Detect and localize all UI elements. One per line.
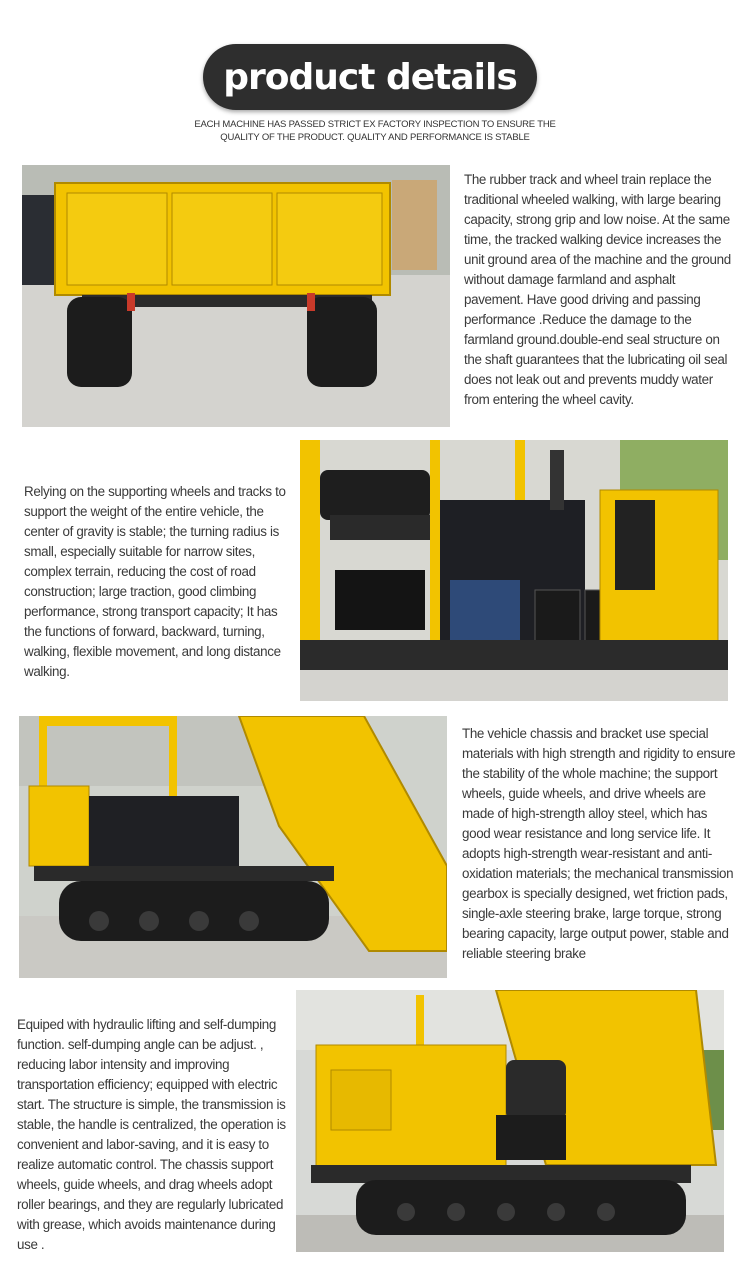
section-2-text: Relying on the supporting wheels and tracks to support the weight of the entire vehicle, the center of gravity is stable; the turning radius is small, especially suitable for narrow sites, complex terrain, reducing the cost of road construction; large traction, good climbing performance, strong transport capacity; It has the functions of forward, backward, turning, walking, flexible movement, and long distance walking. [24,484,286,679]
page-title: product details [223,56,517,98]
section-1-text: The rubber track and wheel train replace the traditional wheeled walking, with large bearing capacity, strong grip and low noise. At the same time, the tracked walking device increases the unit ground area of the machine and the ground without damage farmland and asphalt pavement. Have good driving and passing performance .Reduce the damage to the farmland ground.double-end seal structure on the shaft guarantees that the lubricating oil seal does not leak out and prevents muddy water from entering the wheel cavity. [464,172,731,407]
dump-raised-front-photo [296,990,724,1252]
section-3-text: The vehicle chassis and bracket use special materials with high strength and rigidity to ensure the stability of the whole machine; the support wheels, guide wheels, and drive wheels are made of high-strength alloy steel, which has good wear resistance and long service life. It adopts high-strength wear-resistant and anti-oxidation materials; the mechanical transmission gearbox is specially designed, wet friction pads, single-axle steering brake, large torque, strong bearing capacity, large output power, stable and reliable steering brake [462,726,736,961]
dump-raised-side-photo [19,716,447,978]
engine-cab-photo [300,440,728,701]
section-4-text: Equiped with hydraulic lifting and self-dumping function. self-dumping angle can be adjust. , reducing labor intensity and improving transportation efficiency; equipped with electric start. The structure is simple, the transmission is stable, the handle is centralized, the operation is convenient and labor-saving, and it is easy to realize automatic control. The chassis support wheels, guide wheels, and drag wheels adopt roller bearings, and they are regularly lubricated with grease, which avoids maintenance during use . [17,1017,286,1252]
subtitle: EACH MACHINE HAS PASSED STRICT EX FACTORY INSPECTION TO ENSURE THE QUALITY OF THE PRODUCT. QUALITY AND PERFORMANCE IS STABLE [194,119,556,143]
truck-rear-photo [22,165,450,427]
title-banner [203,44,537,110]
